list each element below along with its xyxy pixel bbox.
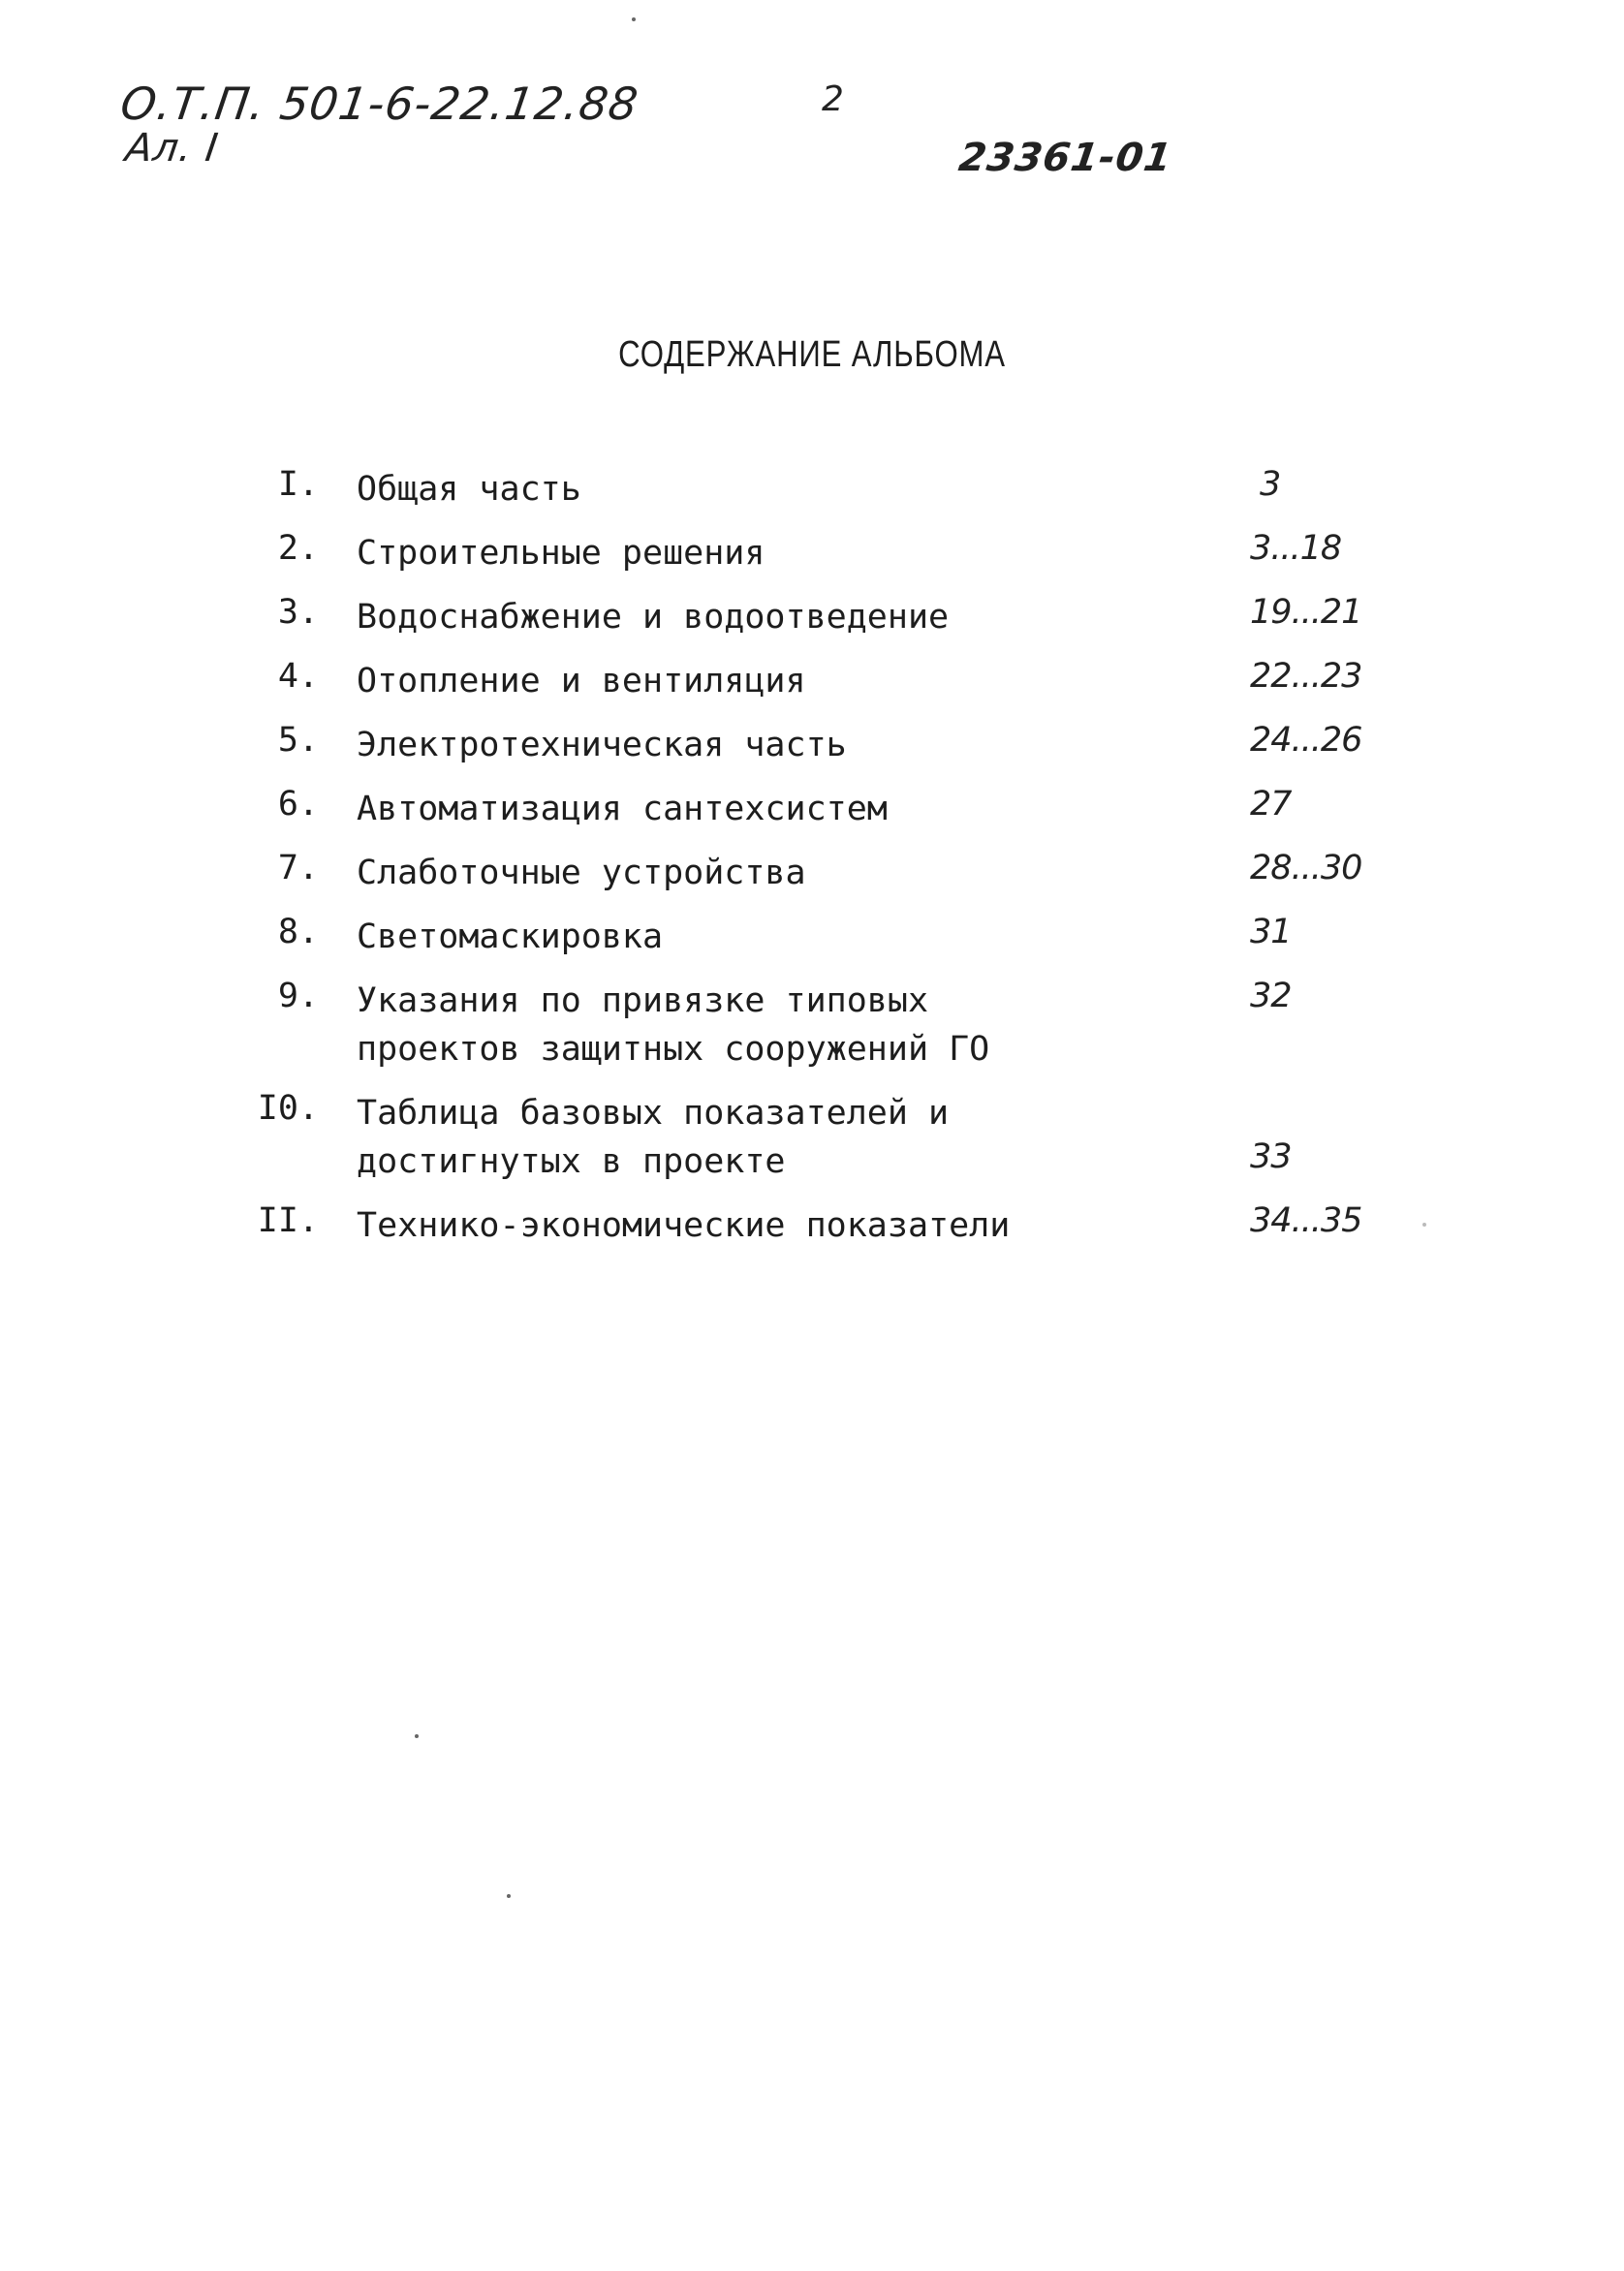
scan-speck (507, 1894, 511, 1898)
document-code: О.Т.П. 501-6-22.12.88 (117, 78, 642, 130)
album-number: Ал. I (122, 126, 222, 171)
toc-title: Водоснабжение и водоотведение (357, 598, 950, 637)
archive-number: 23361-01 (955, 136, 1175, 180)
toc-number: 3. (277, 593, 319, 632)
toc-row (0, 657, 1624, 715)
toc-row (0, 849, 1624, 907)
toc-number: 8. (277, 913, 319, 951)
toc-page: 32 (1250, 977, 1292, 1015)
toc-title: Технико-экономические показатели (357, 1206, 1011, 1245)
toc-page: 3...18 (1250, 529, 1342, 568)
toc-number: II. (257, 1201, 319, 1240)
toc-row (0, 465, 1624, 523)
toc-title-line: достигнутых в проекте (357, 1142, 786, 1181)
toc-page: 24...26 (1250, 721, 1362, 760)
toc-title: Светомаскировка (357, 918, 664, 956)
toc-title-line: Указания по привязке типовых (357, 981, 929, 1020)
page-number: 2 (822, 79, 845, 119)
scan-speck (632, 17, 636, 21)
toc-page: 34...35 (1250, 1201, 1362, 1240)
scan-speck (1422, 1223, 1426, 1227)
toc-number: 5. (277, 721, 319, 760)
toc-row (0, 593, 1624, 651)
scan-speck (415, 1734, 419, 1738)
toc-number: 4. (277, 657, 319, 696)
toc-title-line: проектов защитных сооружений ГО (357, 1030, 990, 1069)
toc-number: 2. (277, 529, 319, 568)
toc-page: 28...30 (1250, 849, 1362, 887)
toc-page: 33 (1250, 1137, 1292, 1176)
toc-title: Электротехническая часть (357, 726, 847, 764)
toc-row (0, 1201, 1624, 1260)
toc-number: I. (277, 465, 319, 504)
toc-page: 31 (1250, 913, 1292, 951)
toc-title: Слаботочные устройства (357, 854, 806, 892)
toc-title-line: Таблица базовых показателей и (357, 1094, 950, 1133)
toc-row (0, 977, 1624, 1083)
toc-title: Общая часть (357, 470, 581, 509)
toc-title: Автоматизация сантехсистем (357, 790, 888, 828)
toc-row (0, 721, 1624, 779)
toc-row (0, 785, 1624, 843)
page-title: СОДЕРЖАНИЕ АЛЬБОМА (618, 334, 1006, 375)
toc-number: I0. (257, 1089, 319, 1128)
toc-number: 7. (277, 849, 319, 887)
toc-row (0, 529, 1624, 587)
toc-title: Отопление и вентиляция (357, 662, 806, 700)
toc-page: 22...23 (1250, 657, 1362, 696)
toc-title: Строительные решения (357, 534, 765, 573)
toc-number: 9. (277, 977, 319, 1015)
toc-page: 27 (1250, 785, 1292, 824)
toc-number: 6. (277, 785, 319, 824)
toc-page: 19...21 (1250, 593, 1362, 632)
toc-row (0, 913, 1624, 971)
toc-row (0, 1089, 1624, 1196)
toc-page: 3 (1260, 465, 1281, 504)
